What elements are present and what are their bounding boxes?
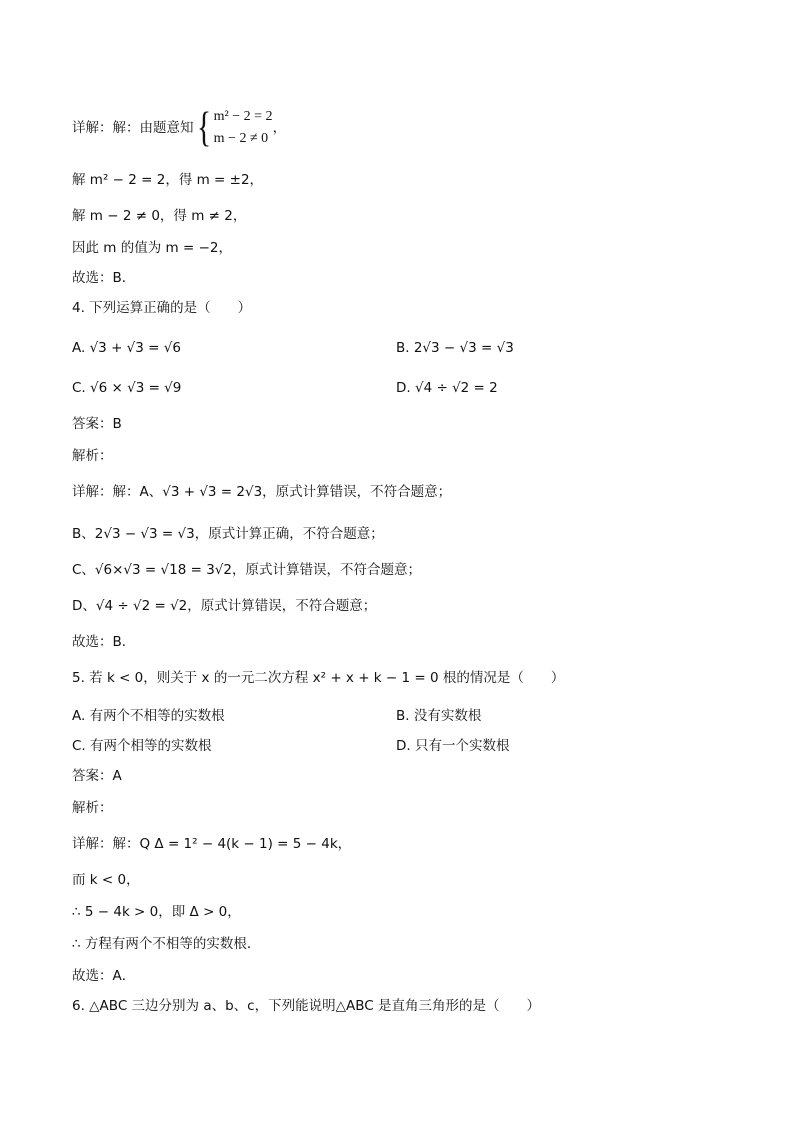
q5-detail-1: 详解：解：Q Δ = 1² − 4(k − 1) = 5 − 4k， <box>72 836 352 852</box>
q5-detail-3: ∴ 5 − 4k > 0，即 Δ > 0， <box>72 904 241 920</box>
q4-detail-c: C、√6×√3 = √18 = 3√2，原式计算错误，不符合题意； <box>72 562 421 578</box>
q4-detail-d: D、√4 ÷ √2 = √2，原式计算错误，不符合题意； <box>72 598 377 614</box>
q3-detail-prefix: 详解：解：由题意知 <box>72 120 194 136</box>
q3-step-3: 因此 m 的值为 m = −2， <box>72 240 232 256</box>
q6-stem: 6. △ABC 三边分别为 a、b、c，下列能说明△ABC 是直角三角形的是（ ） <box>72 998 540 1014</box>
q5-choose: 故选：A． <box>72 968 136 984</box>
q4-option-c: C. √6 × √3 = √9 <box>72 380 182 396</box>
q5-option-d: D. 只有一个实数根 <box>396 738 510 754</box>
q5-detail-4: ∴ 方程有两个不相等的实数根． <box>72 936 261 952</box>
q5-stem: 5. 若 k < 0，则关于 x 的一元二次方程 x² + x + k − 1 = 0 根的情况是（ ） <box>72 670 565 686</box>
q5-option-a: A. 有两个不相等的实数根 <box>72 708 225 724</box>
q4-stem: 4. 下列运算正确的是（ ） <box>72 300 252 316</box>
brace-symbol: { <box>196 105 211 151</box>
q5-analysis-label: 解析： <box>72 800 113 816</box>
system-line-2: m − 2 ≠ 0 <box>213 131 269 146</box>
q4-choose: 故选：B． <box>72 634 136 650</box>
q3-step-1: 解 m² − 2 = 2，得 m = ±2， <box>72 172 264 188</box>
q4-detail-a: 详解：解：A、√3 + √3 = 2√3，原式计算错误，不符合题意； <box>72 484 452 500</box>
system-line-1: m² − 2 = 2 <box>213 109 273 124</box>
q5-option-c: C. 有两个相等的实数根 <box>72 738 212 754</box>
q4-detail-b: B、2√3 − √3 = √3，原式计算正确，不符合题意； <box>72 526 384 542</box>
q3-detail-line <box>72 106 286 150</box>
q3-sys-suffix: ， <box>272 120 287 136</box>
q5-detail-2: 而 k < 0， <box>72 872 140 888</box>
q5-option-b: B. 没有实数根 <box>396 708 482 724</box>
q4-answer: 答案：B <box>72 416 122 432</box>
q3-step-2: 解 m − 2 ≠ 0，得 m ≠ 2， <box>72 208 247 224</box>
q4-analysis-label: 解析： <box>72 448 113 464</box>
q4-option-b: B. 2√3 − √3 = √3 <box>396 340 514 356</box>
q5-answer: 答案：A <box>72 768 122 784</box>
q4-option-a: A. √3 + √3 = √6 <box>72 340 181 356</box>
equation-system <box>214 106 273 150</box>
q4-option-d: D. √4 ÷ √2 = 2 <box>396 380 498 396</box>
q3-choose: 故选：B． <box>72 270 136 286</box>
